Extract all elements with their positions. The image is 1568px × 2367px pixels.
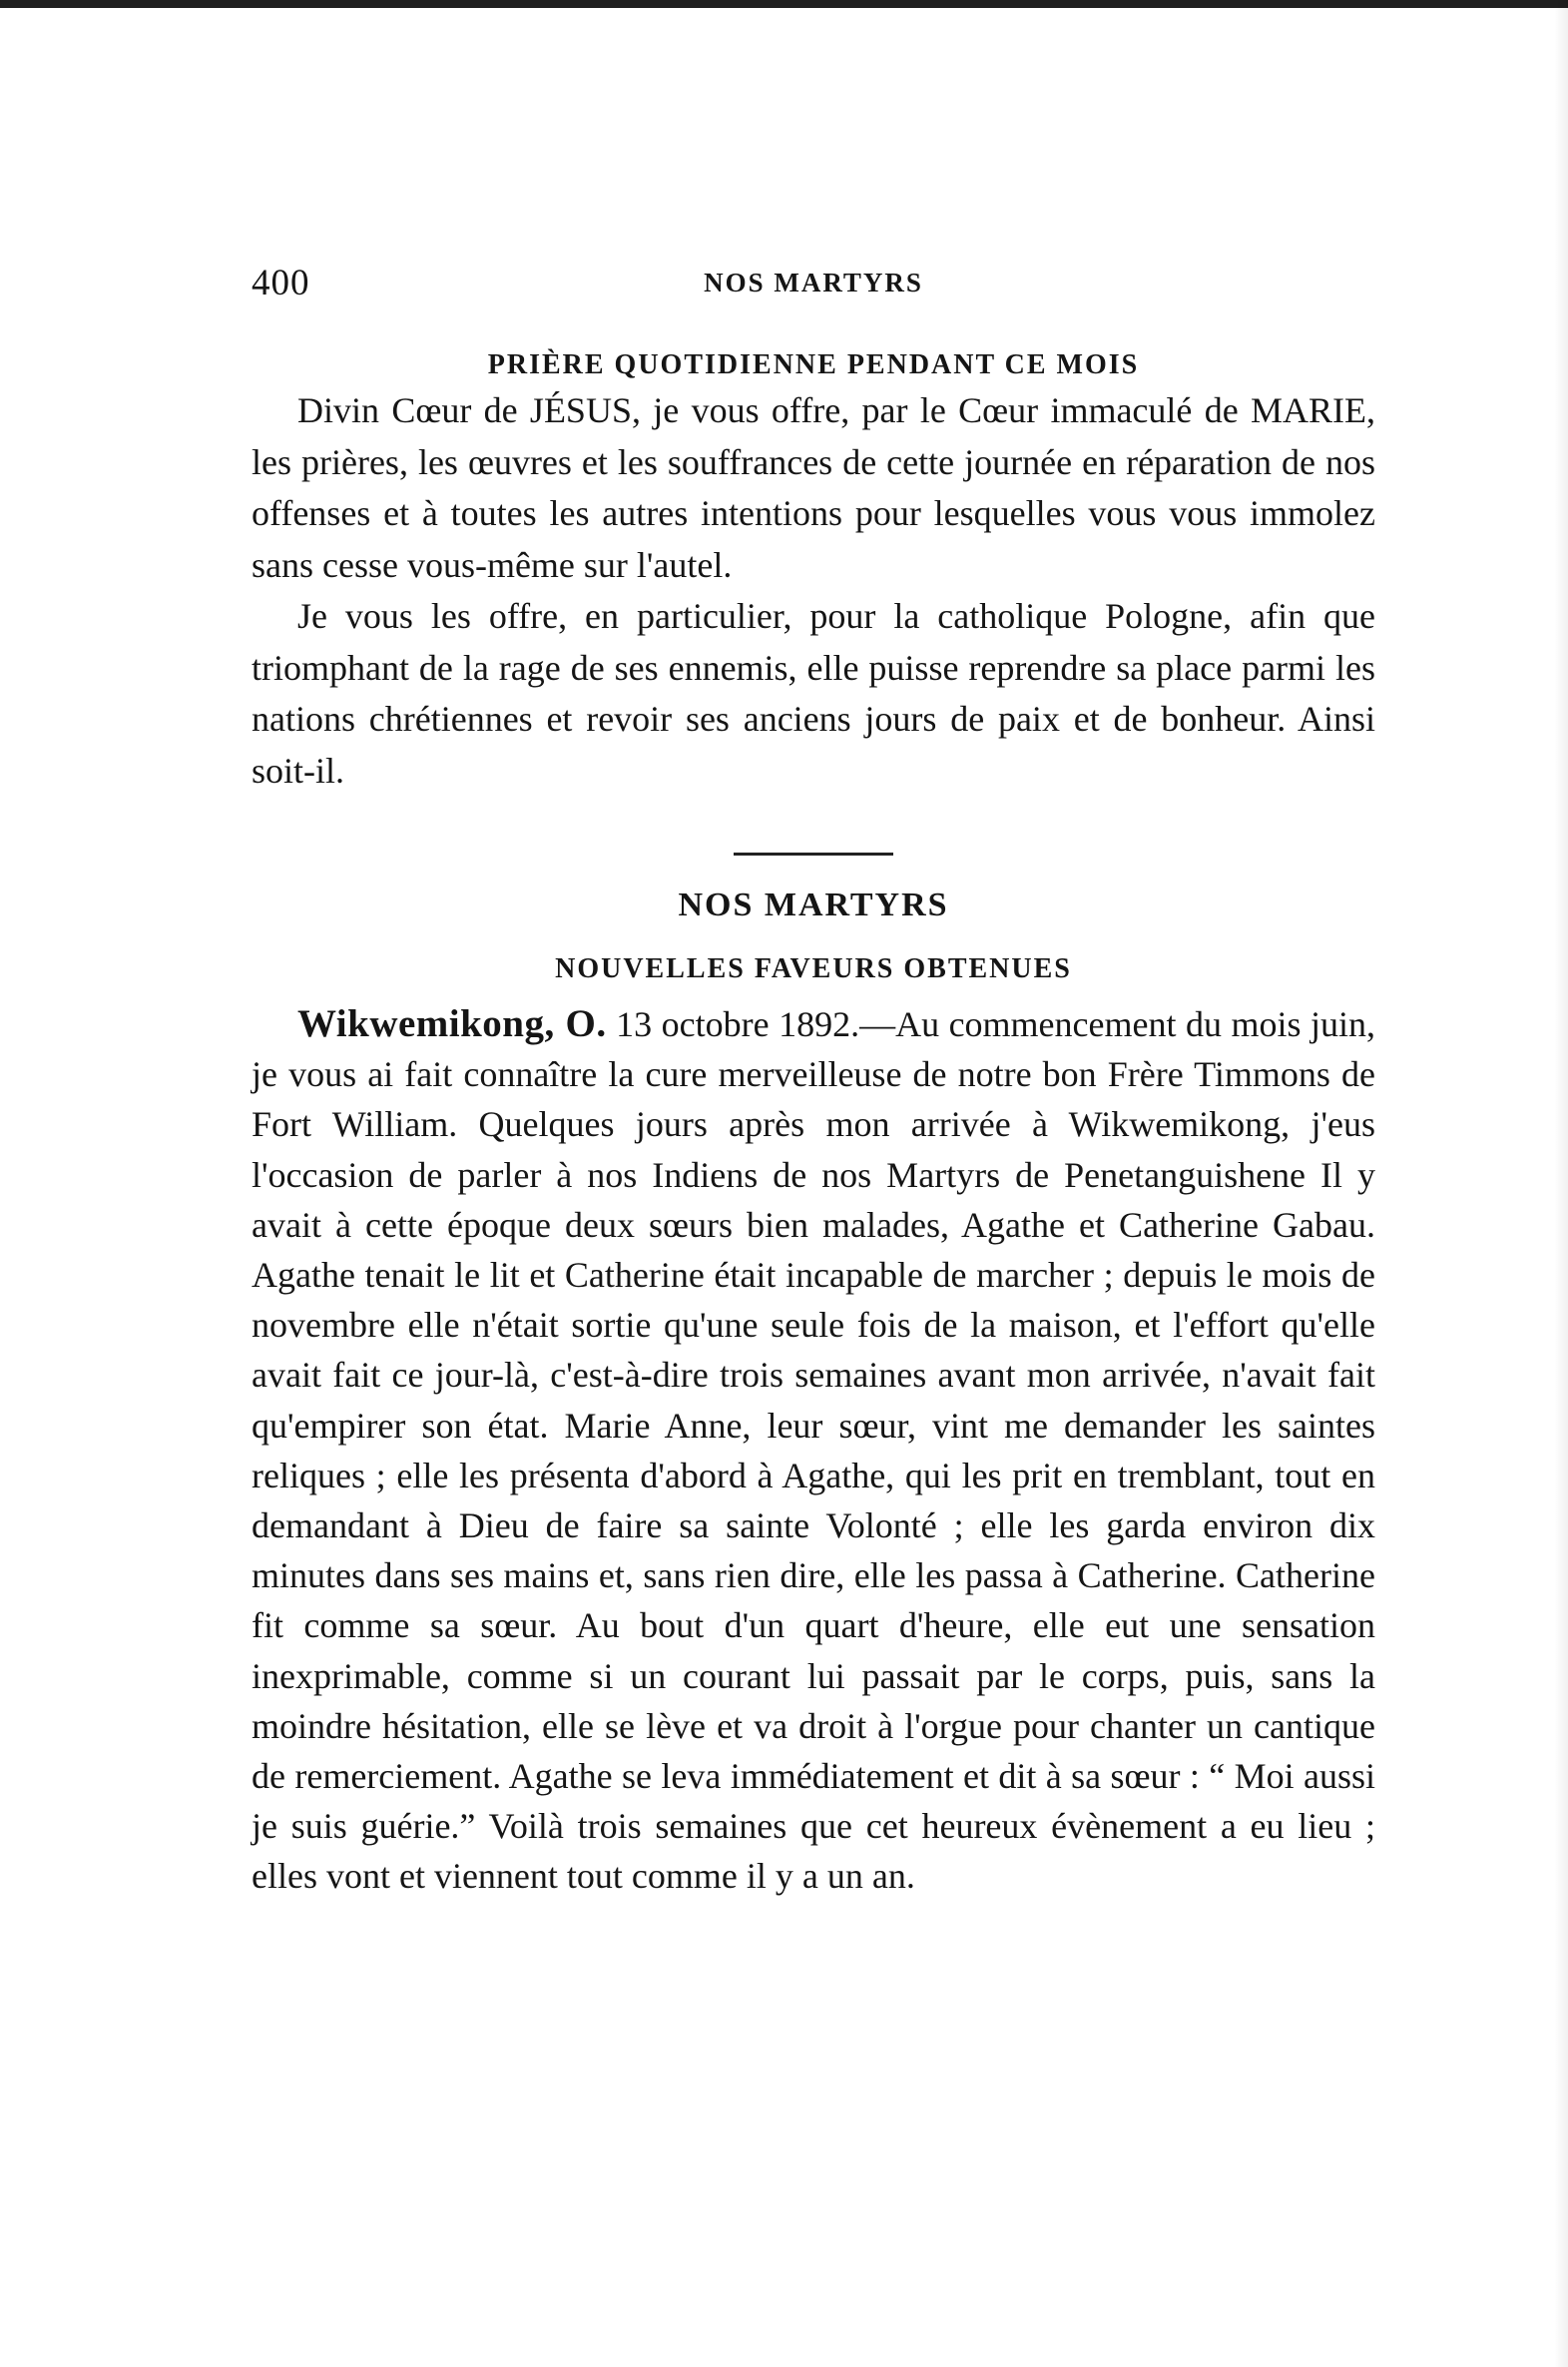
- section-divider: [734, 853, 893, 856]
- prayer-paragraph-1: Divin Cœur de JÉSUS, je vous offre, par le Cœur immaculé de MARIE, les prières, les œuvres et les souffrances de cette journée en réparation de nos offenses et à toutes les autres intentions pour lesquelles vous vous immolez sans cesse vous-même sur l'autel.: [252, 390, 1375, 585]
- page-number: 400: [252, 263, 310, 303]
- article-place-heading: Wikwemikong, O.: [297, 1002, 607, 1045]
- section-subtitle: NOUVELLES FAVEURS OBTENUES: [555, 953, 1072, 984]
- section-title: NOS MARTYRS: [678, 887, 949, 923]
- page-right-edge-shadow: [1554, 0, 1568, 2367]
- article-paragraph: [252, 999, 1375, 1902]
- book-page: [252, 258, 1375, 1902]
- running-title: NOS MARTYRS: [704, 268, 923, 297]
- prayer-paragraph-2: Je vous les offre, en particulier, pour la catholique Pologne, afin que triomphant de la rage de ses ennemis, elle puisse reprendre sa place parmi les nations chrétiennes et revoir ses anciens jours de paix et de bonheur. Ainsi soit-il.: [252, 596, 1375, 791]
- running-head: [252, 258, 1375, 313]
- page-top-edge: [0, 0, 1568, 8]
- prayer-title: PRIÈRE QUOTIDIENNE PENDANT CE MOIS: [487, 349, 1140, 380]
- article-body-text: 13 octobre 1892.—Au commencement du mois juin, je vous ai fait connaître la cure merveilleuse de notre bon Frère Timmons de Fort William. Quelques jours après mon arrivée à Wikwemikong, j'eus l'occasion de parler à nos Indiens de nos Martyrs de Penetanguishene Il y avait à cette époque deux sœurs bien malades, Agathe et Catherine Gabau. Agathe tenait le lit et Catherine était incapable de marcher ; depuis le mois de novembre elle n'était sortie qu'une seule fois de la maison, et l'effort qu'elle avait fait ce jour-là, c'est-à-dire trois semaines avant mon arrivée, n'avait fait qu'empirer son état. Marie Anne, leur sœur, vint me demander les saintes reliques ; elle les présenta d'abord à Agathe, qui les prit en tremblant, tout en demandant à Dieu de faire sa sainte Volonté ; elle les garda environ dix minutes dans ses mains et, sans rien dire, elle les passa à Catherine. Catherine fit comme sa sœur. Au bout d'un quart d'heure, elle eut une sensation inexprimable, comme si un courant lui passait par le corps, puis, sans la moindre hésitation, elle se lève et va droit à l'orgue pour chanter un cantique de remerciement. Agathe se leva immédiatement et dit à sa sœur : “ Moi aussi je suis guérie.” Voilà trois semaines que cet heureux évènement a eu lieu ; elles vont et viennent tout comme il y a un an.: [252, 1004, 1375, 1897]
